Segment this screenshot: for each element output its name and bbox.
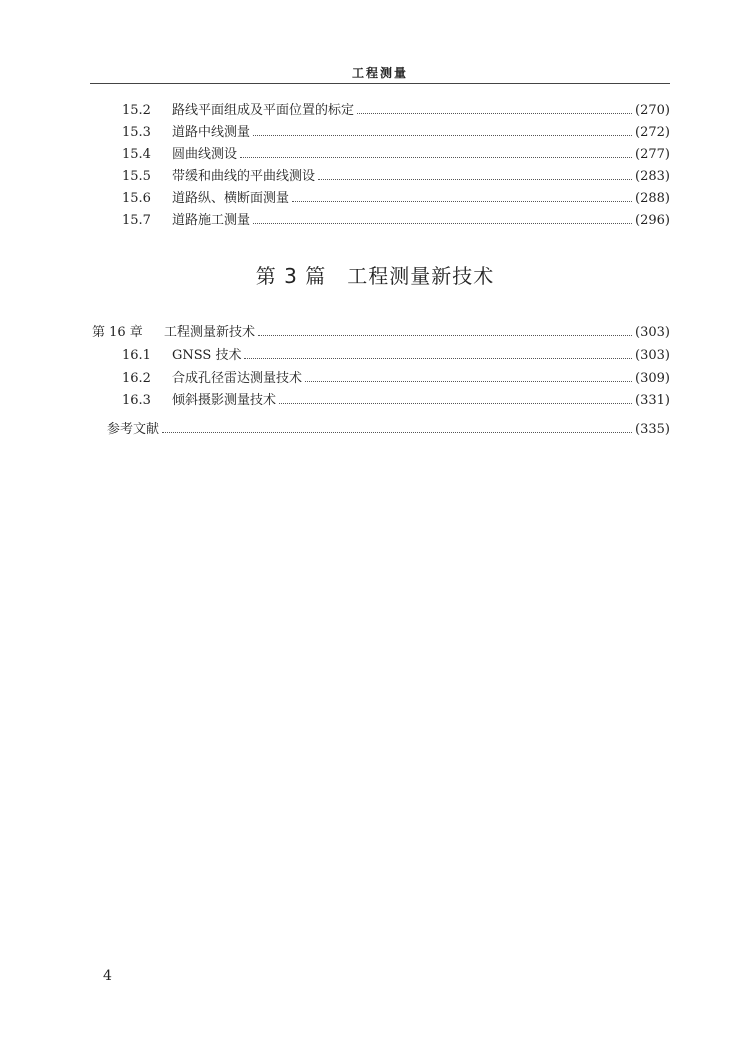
page-ref: (335) (635, 422, 670, 437)
leader-dots (279, 403, 632, 404)
leader-dots (258, 335, 632, 336)
toc-entry-15-7[interactable] (122, 209, 670, 228)
section-number: 15.7 (122, 213, 151, 228)
toc-entry-15-4[interactable] (122, 143, 670, 162)
section-title: GNSS 技术 (172, 348, 242, 363)
section-number: 15.3 (122, 125, 151, 140)
section-title: 道路中线测量 (172, 125, 251, 140)
leader-dots (240, 157, 632, 158)
toc-entry-15-3[interactable] (122, 121, 670, 140)
section-number: 16.2 (122, 371, 151, 386)
leader-dots (305, 381, 632, 382)
chapter-number: 第 16 章 (92, 325, 143, 340)
leader-dots (357, 113, 632, 114)
toc-entry-16-3[interactable] (122, 389, 670, 408)
page-ref: (296) (635, 213, 670, 228)
toc-entry-16-2[interactable] (122, 367, 670, 386)
toc-entry-15-5[interactable] (122, 165, 670, 184)
page-ref: (288) (635, 191, 670, 206)
leader-dots (292, 201, 632, 202)
page-ref: (303) (635, 348, 670, 363)
toc-chapter-16[interactable] (92, 321, 670, 340)
leader-dots (253, 135, 632, 136)
section-number: 15.2 (122, 103, 151, 118)
part-title: 第 3 篇 工程测量新技术 (255, 264, 495, 288)
section-title: 道路纵、横断面测量 (172, 191, 290, 206)
leader-dots (244, 358, 632, 359)
page-ref: (270) (635, 103, 670, 118)
page-ref: (283) (635, 169, 670, 184)
section-title: 合成孔径雷达测量技术 (172, 371, 303, 386)
section-number: 16.3 (122, 393, 151, 408)
toc-entry-16-1[interactable] (122, 344, 670, 363)
toc-entry-15-6[interactable] (122, 187, 670, 206)
leader-dots (162, 432, 632, 433)
section-title: 路线平面组成及平面位置的标定 (172, 103, 355, 118)
page-ref: (303) (635, 325, 670, 340)
chapter-title: 工程测量新技术 (164, 325, 256, 340)
section-title: 圆曲线测设 (172, 147, 238, 162)
section-title: 带缓和曲线的平曲线测设 (172, 169, 316, 184)
page-ref: (331) (635, 393, 670, 408)
section-title: 倾斜摄影测量技术 (172, 393, 277, 408)
section-title: 道路施工测量 (172, 213, 251, 228)
references-title: 参考文献 (107, 422, 160, 437)
section-number: 16.1 (122, 348, 151, 363)
toc-entry-15-2[interactable] (122, 99, 670, 118)
section-number: 15.4 (122, 147, 151, 162)
section-number: 15.5 (122, 169, 151, 184)
header-rule (90, 83, 670, 84)
page-ref: (277) (635, 147, 670, 162)
running-header: 工程测量 (351, 66, 408, 80)
toc-references[interactable] (107, 418, 670, 437)
page-ref: (272) (635, 125, 670, 140)
section-number: 15.6 (122, 191, 151, 206)
page-number: 4 (103, 968, 112, 984)
leader-dots (318, 179, 632, 180)
page-ref: (309) (635, 371, 670, 386)
leader-dots (253, 223, 632, 224)
